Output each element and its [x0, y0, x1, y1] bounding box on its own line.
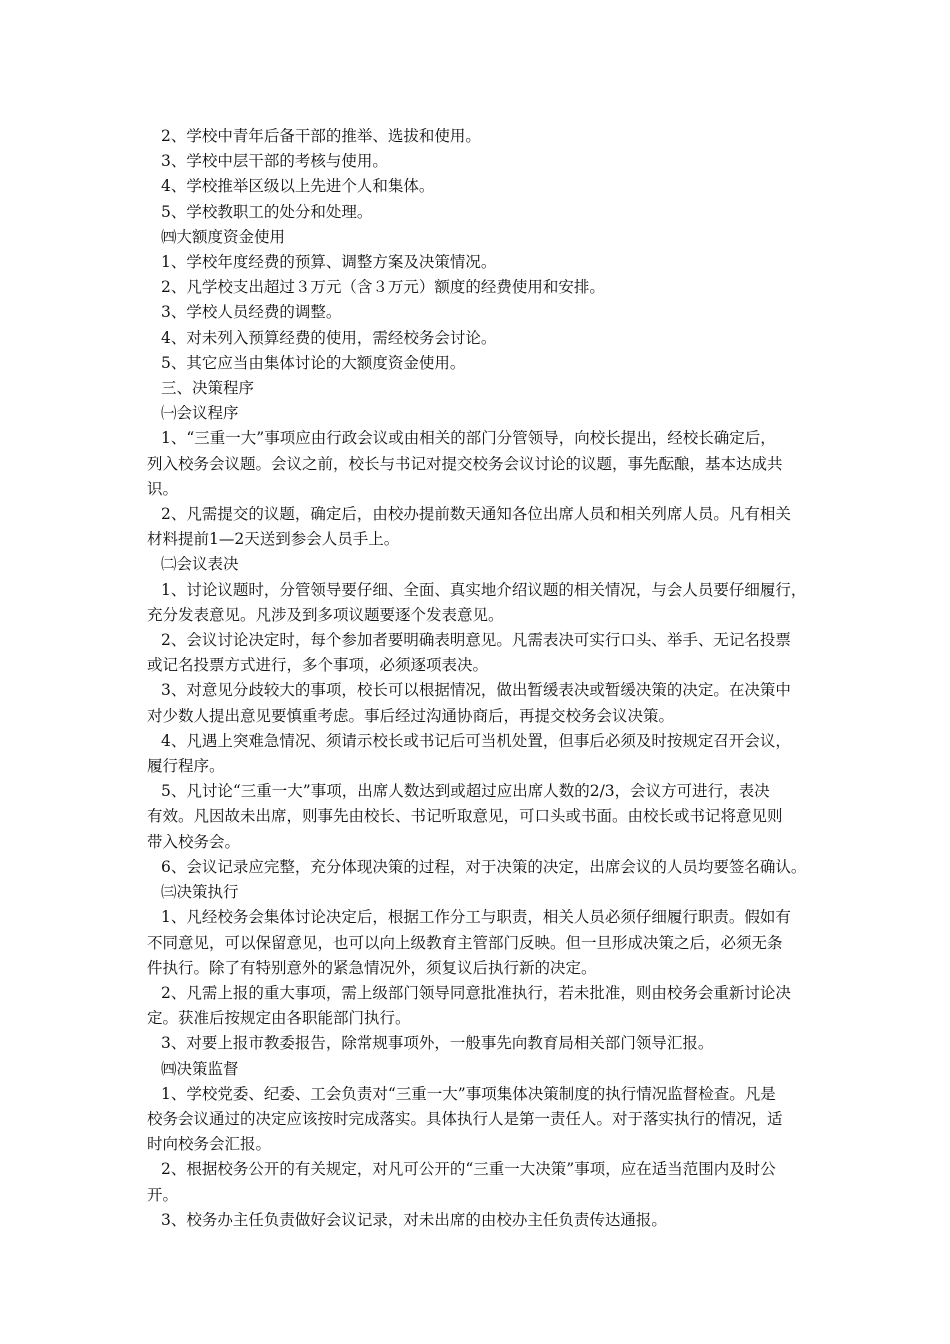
- paragraph-line: 1、讨论议题时，分管领导要仔细、全面、真实地介绍议题的相关情况，与会人员要仔细履行，: [161, 580, 807, 599]
- paragraph-line: 2、根据校务公开的有关规定，对凡可公开的“三重一大决策”事项，应在适当范围内及时公: [161, 1160, 776, 1179]
- paragraph-continuation-line: 件执行。除了有特别意外的紧急情况外，须复议后执行新的决定。: [147, 958, 597, 977]
- paragraph-continuation-line: 定。获准后按规定由各职能部门执行。: [147, 1009, 411, 1028]
- paragraph-continuation-line: 材料提前1—2天送到参会人员手上。: [147, 530, 400, 549]
- paragraph-line: 2、凡需上报的重大事项，需上级部门领导同意批准执行，若未批准，则由校务会重新讨论决: [161, 983, 791, 1002]
- paragraph-line: 4、对未列入预算经费的使用，需经校务会讨论。: [161, 328, 497, 347]
- paragraph-continuation-line: 不同意见，可以保留意见，也可以向上级教育主管部门反映。但一旦形成决策之后，必须无条: [147, 933, 783, 952]
- paragraph-line: ㈠会议程序: [161, 404, 239, 423]
- paragraph-line: 2、学校中青年后备干部的推举、选拔和使用。: [161, 127, 481, 145]
- paragraph-line: 1、学校党委、纪委、工会负责对“三重一大”事项集体决策制度的执行情况监督检查。凡是: [161, 1084, 776, 1103]
- document-body: [147, 124, 827, 1233]
- paragraph-line: 3、对意见分歧较大的事项，校长可以根据情况，做出暂缓表决或暂缓决策的决定。在决策中: [161, 681, 791, 700]
- paragraph-line: ㈣决策监督: [161, 1059, 239, 1078]
- paragraph-continuation-line: 充分发表意见。凡涉及到多项议题要逐个发表意见。: [147, 605, 504, 624]
- paragraph-continuation-line: 列入校务会议题。会议之前，校长与书记对提交校务会议讨论的议题，事先酝酿，基本达成共: [147, 454, 783, 473]
- paragraph-line: 4、凡遇上突难急情况、须请示校长或书记后可当机处置，但事后必须及时按规定召开会议，: [161, 731, 791, 750]
- paragraph-line: 1、凡经校务会集体讨论决定后，根据工作分工与职责，相关人员必须仔细履行职责。假如有: [161, 908, 791, 927]
- paragraph-line: 2、凡学校支出超过３万元（含３万元）额度的经费使用和安排。: [161, 278, 605, 297]
- paragraph-line: ㈡会议表决: [161, 555, 239, 574]
- paragraph-continuation-line: 时向校务会汇报。: [147, 1135, 272, 1154]
- paragraph-continuation-line: 校务会议通过的决定应该按时完成落实。具体执行人是第一责任人。对于落实执行的情况，适: [147, 1109, 783, 1128]
- paragraph-continuation-line: 带入校务会。: [147, 832, 241, 851]
- paragraph-line: ㈣大额度资金使用: [161, 227, 286, 246]
- paragraph-continuation-line: 对少数人提出意见要慎重考虑。事后经过沟通协商后，再提交校务会议决策。: [147, 706, 675, 725]
- paragraph-line: 3、对要上报市教委报告，除常规事项外，一般事先向教育局相关部门领导汇报。: [161, 1034, 714, 1053]
- paragraph-line: 2、凡需提交的议题，确定后，由校办提前数天通知各位出席人员和相关列席人员。凡有相关: [161, 505, 791, 524]
- paragraph-line: 1、学校年度经费的预算、调整方案及决策情况。: [161, 253, 497, 272]
- paragraph-line: 1、“三重一大”事项应由行政会议或由相关的部门分管领导，向校长提出，经校长确定后，: [161, 429, 776, 448]
- paragraph-continuation-line: 履行程序。: [147, 757, 225, 776]
- paragraph-line: 2、会议讨论决定时，每个参加者要明确表明意见。凡需表决可实行口头、举手、无记名投票: [161, 631, 791, 650]
- paragraph-line: 三、决策程序: [161, 379, 255, 398]
- paragraph-line: 3、校务办主任负责做好会议记录，对未出席的由校办主任负责传达通报。: [161, 1210, 667, 1229]
- paragraph-line: 5、凡讨论“三重一大”事项，出席人数达到或超过应出席人数的2/3，会议方可进行，表决: [161, 782, 770, 801]
- paragraph-line: 5、学校教职工的处分和处理。: [161, 202, 373, 221]
- paragraph-continuation-line: 或记名投票方式进行，多个事项，必须逐项表决。: [147, 656, 489, 675]
- paragraph-line: 5、其它应当由集体讨论的大额度资金使用。: [161, 353, 466, 372]
- paragraph-continuation-line: 开。: [147, 1185, 179, 1204]
- paragraph-continuation-line: 识。: [147, 479, 179, 498]
- paragraph-line: 6、会议记录应完整，充分体现决策的过程，对于决策的决定，出席会议的人员均要签名确认。: [161, 857, 807, 876]
- paragraph-continuation-line: 有效。凡因故未出席，则事先由校长、书记听取意见，可口头或书面。由校长或书记将意见则: [147, 807, 783, 826]
- paragraph-line: 4、学校推举区级以上先进个人和集体。: [161, 177, 435, 196]
- paragraph-line: ㈢决策执行: [161, 883, 239, 902]
- paragraph-line: 3、学校中层干部的考核与使用。: [161, 152, 388, 171]
- paragraph-line: 3、学校人员经费的调整。: [161, 303, 342, 322]
